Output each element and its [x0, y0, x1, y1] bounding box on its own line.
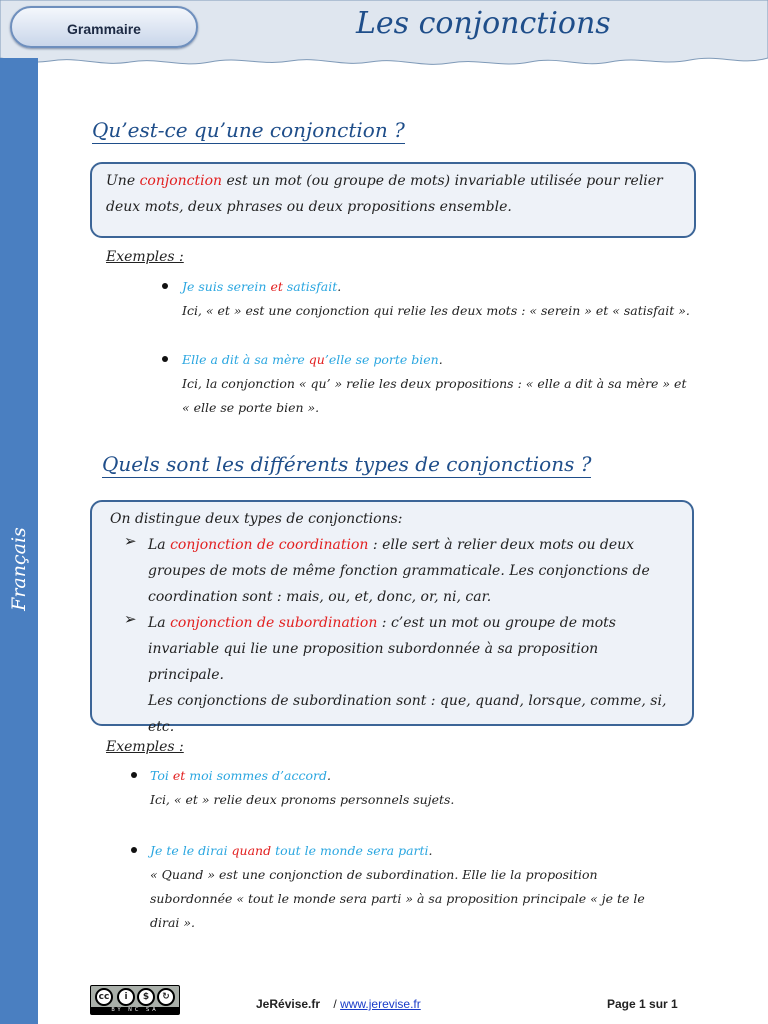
example-explanation-cont: « elle se porte bien ».	[182, 400, 320, 415]
example-sentence: Elle a dit à sa mère qu’elle se porte bien.	[182, 352, 443, 367]
arrow-bullet-icon: ➢	[124, 532, 137, 550]
nc-icon: $	[137, 988, 155, 1006]
example-4	[150, 839, 645, 935]
section-heading-types: Quels sont les différents types de conjonctions ?	[102, 452, 592, 476]
footer-site: JeRévise.fr / www.jerevise.fr	[256, 997, 421, 1011]
examples-label-2: Exemples :	[106, 739, 184, 755]
sidebar	[0, 58, 38, 1024]
example-explanation: Ici, « et » est une conjonction qui relie les deux mots : « serein » et « satisfait ».	[182, 303, 690, 318]
type-term: conjonction de subordination	[170, 615, 378, 631]
header-band	[0, 0, 768, 68]
example-sentence: Je suis serein et satisfait.	[182, 279, 342, 294]
examples-label-1: Exemples :	[106, 249, 184, 265]
bullet	[131, 847, 137, 853]
example-explanation-cont: dirai ».	[150, 915, 196, 930]
cc-icon: cc	[95, 988, 113, 1006]
definition-line-2: deux mots, deux phrases ou deux propositions ensemble.	[106, 199, 512, 215]
example-conjunction: et	[172, 768, 186, 783]
sidebar-subject-label: Français	[8, 527, 30, 611]
example-1	[182, 275, 690, 323]
definition-box	[90, 162, 696, 238]
example-sentence: Je te le dirai quand tout le monde sera parti.	[150, 843, 433, 858]
footer-link[interactable]: www.jerevise.fr	[340, 997, 421, 1011]
type-term: conjonction de coordination	[170, 537, 369, 553]
example-conjunction: qu	[308, 352, 325, 367]
license-label: BY NC SA	[91, 1007, 179, 1014]
bullet	[162, 283, 168, 289]
example-explanation: « Quand » est une conjonction de subordination. Elle lie la proposition	[150, 867, 598, 882]
section-heading-definition: Qu’est-ce qu’une conjonction ?	[92, 118, 405, 142]
example-explanation: Ici, « et » relie deux pronoms personnels sujets.	[150, 792, 455, 807]
bullet	[162, 356, 168, 362]
sa-icon: ↻	[157, 988, 175, 1006]
arrow-bullet-icon: ➢	[124, 610, 137, 628]
by-icon: i	[117, 988, 135, 1006]
definition-term: conjonction	[139, 173, 223, 189]
example-3	[150, 764, 454, 812]
types-box	[90, 500, 694, 735]
bullet	[131, 772, 137, 778]
type-subordination: ➢ La conjonction de subordination : c’est un mot ou groupe de mots invariable qui lie une proposition subordonnée à sa proposition principale. Les conjonctions de subordination sont : que, quand, lorsque, comme, si, etc.	[124, 610, 667, 735]
example-explanation-cont: subordonnée « tout le monde sera parti » à sa proposition principale « je te le	[150, 891, 645, 906]
example-conjunction: quand	[231, 843, 272, 858]
example-conjunction: et	[270, 279, 283, 294]
page-title: Les conjonctions	[356, 6, 611, 41]
example-explanation: Ici, la conjonction « qu’ » relie les deux propositions : « elle a dit à sa mère » et	[182, 376, 687, 391]
category-pill: Grammaire	[10, 6, 198, 48]
types-intro: On distingue deux types de conjonctions:	[110, 511, 403, 527]
creative-commons-badge	[90, 985, 180, 1015]
page-number: Page 1 sur 1	[607, 997, 678, 1011]
type-coordination: ➢ La conjonction de coordination : elle sert à relier deux mots ou deux groupes de mots de même fonction grammaticale. Les conjonctions de coordination sont : mais, ou, et, donc, or, ni, car.	[124, 532, 650, 605]
footer-site-name: JeRévise.fr	[256, 997, 321, 1011]
definition-line-1: Une conjonction est un mot (ou groupe de mots) invariable utilisée pour relier	[106, 173, 663, 189]
example-sentence: Toi et moi sommes d’accord.	[150, 768, 331, 783]
example-2	[182, 348, 686, 420]
